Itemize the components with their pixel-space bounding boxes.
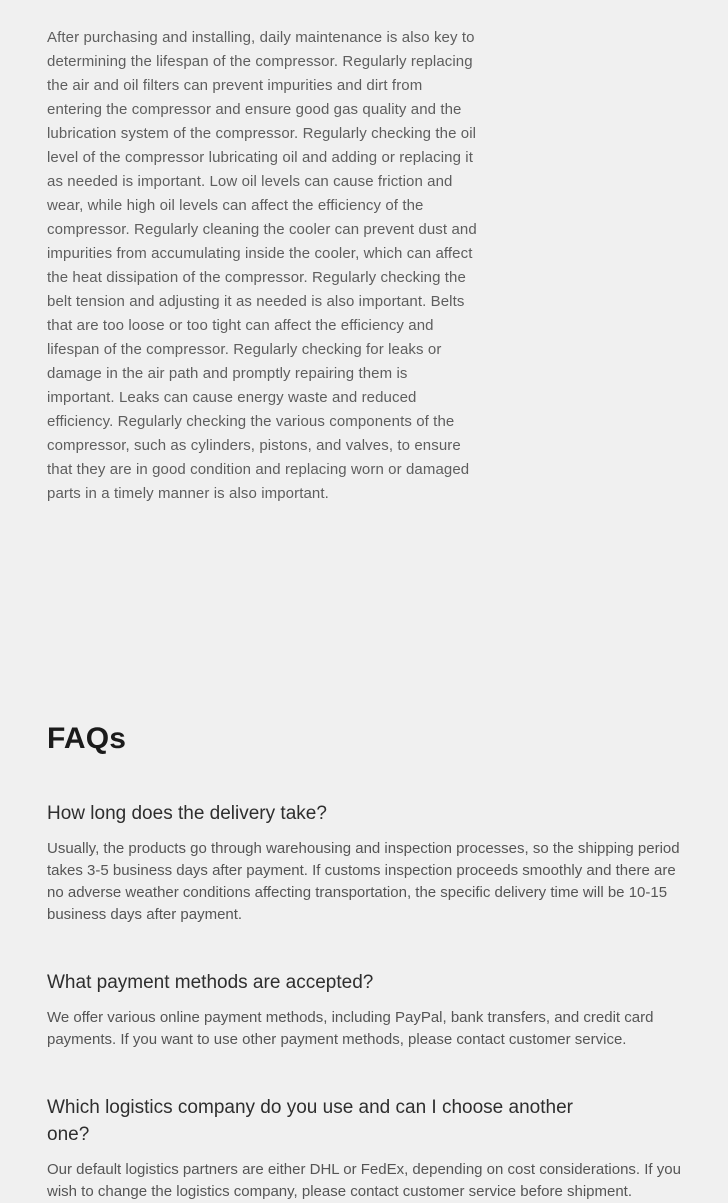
- faq-question-logistics: Which logistics company do you use and can I choose another one?: [47, 1097, 573, 1145]
- faq-question-delivery: How long does the delivery take?: [47, 803, 327, 824]
- maintenance-paragraph: After purchasing and installing, daily maintenance is also key to determining the lifespan of the compressor. Regularly replacing the air and oil filters can prevent impurities and dirt from entering the compressor and ensure good gas quality and the lubrication system of the compressor. Regularly checking the oil level of the compressor lubricating oil and adding or replacing it as needed is important. Low oil levels can cause friction and wear, while high oil levels can affect the efficiency of the compressor. Regularly cleaning the cooler can prevent dust and impurities from accumulating inside the cooler, which can affect the heat dissipation of the compressor. Regularly checking the belt tension and adjusting it as needed is also important. Belts that are too loose or too tight can affect the efficiency and lifespan of the compressor. Regularly checking for leaks or damage in the air path and promptly repairing them is important. Leaks can cause energy waste and reduced efficiency. Regularly checking the various components of the compressor, such as cylinders, pistons, and valves, to ensure that they are in good condition and replacing worn or damaged parts in a timely manner is also important.: [47, 29, 477, 502]
- faq-answer-logistics: Our default logistics partners are either DHL or FedEx, depending on cost considerations. If you wish to change the logistics company, please contact customer service before shipment.: [47, 1161, 681, 1200]
- faq-answer-delivery: Usually, the products go through warehousing and inspection processes, so the shipping period takes 3-5 business days after payment. If customs inspection proceeds smoothly and there are no adverse weather conditions affecting transportation, the specific delivery time will be 10-15 business days after payment.: [47, 840, 680, 923]
- faq-section-title: FAQs: [47, 722, 127, 755]
- faq-item-payment: [47, 969, 690, 1051]
- faq-item-logistics: [47, 1094, 690, 1203]
- faq-question-payment: What payment methods are accepted?: [47, 972, 374, 993]
- faq-answer-payment: We offer various online payment methods, including PayPal, bank transfers, and credit card payments. If you want to use other payment methods, please contact customer service.: [47, 1009, 654, 1048]
- faq-item-delivery: [47, 800, 690, 926]
